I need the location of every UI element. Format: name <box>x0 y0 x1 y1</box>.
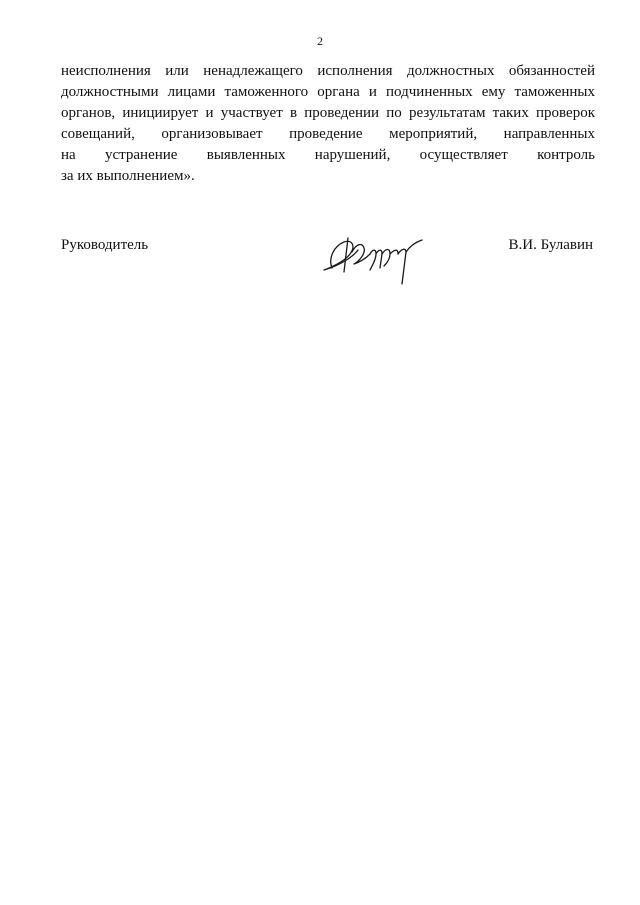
body-line: за их выполнением». <box>61 168 195 184</box>
page-number: 2 <box>317 34 323 48</box>
body-line: совещаний, организовывает проведение мероприятий, направленных <box>61 126 595 142</box>
body-line: на устранение выявленных нарушений, осуществляет контроль <box>61 147 595 163</box>
signer-position: Руководитель <box>61 237 149 253</box>
body-line: неисполнения или ненадлежащего исполнения должностных обязанностей <box>61 63 595 79</box>
signature-icon <box>318 228 430 290</box>
body-text <box>61 61 595 187</box>
body-line: должностными лицами таможенного органа и подчиненных ему таможенных <box>61 84 595 100</box>
body-line: органов, инициирует и участвует в проведении по результатам таких проверок <box>61 105 595 121</box>
signer-name: В.И. Булавин <box>508 237 593 253</box>
